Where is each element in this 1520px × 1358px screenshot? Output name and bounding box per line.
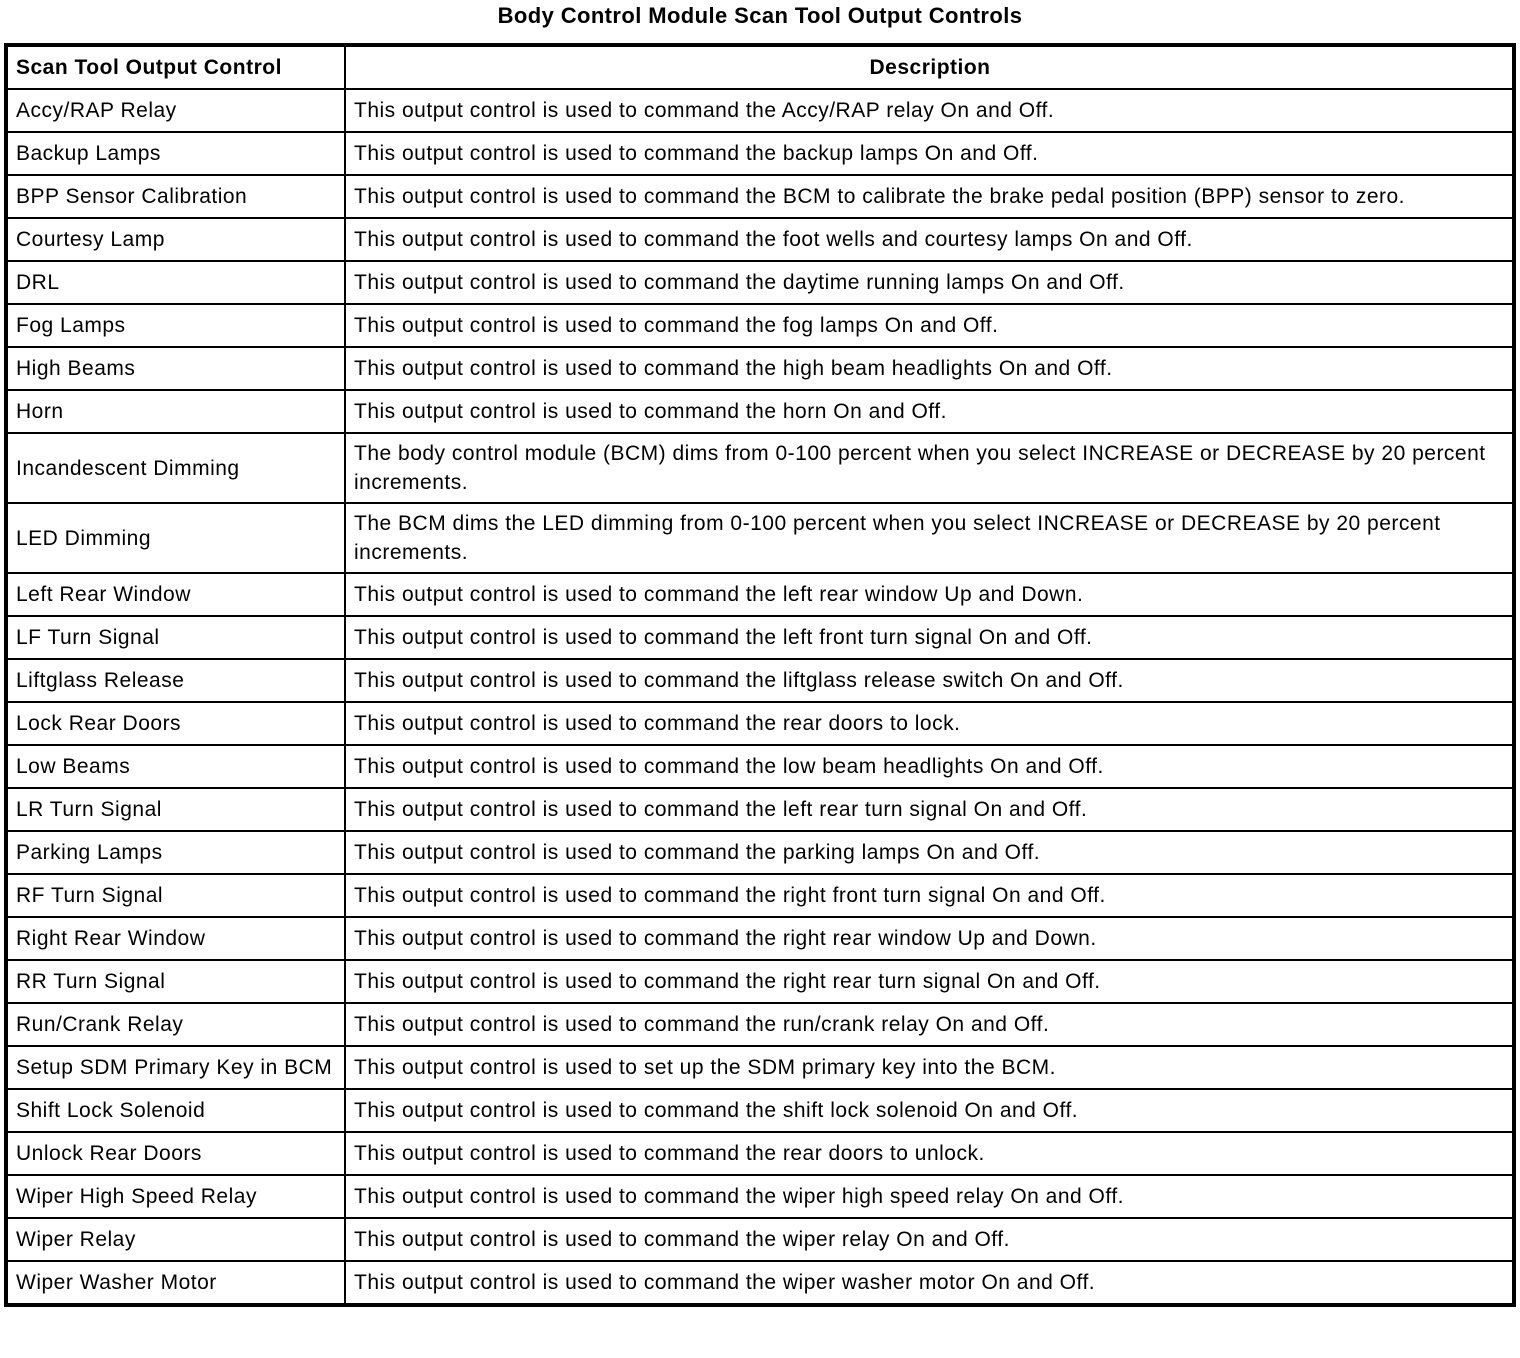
control-name-cell: Courtesy Lamp [6, 218, 345, 261]
control-name-cell: BPP Sensor Calibration [6, 175, 345, 218]
control-description-cell: This output control is used to command the foot wells and courtesy lamps On and Off. [345, 218, 1514, 261]
control-name-cell: Liftglass Release [6, 659, 345, 702]
control-name-cell: Wiper High Speed Relay [6, 1175, 345, 1218]
table-row [6, 1089, 1514, 1132]
control-description-cell: The body control module (BCM) dims from 0-100 percent when you select INCREASE or DECREASE by 20 percent increments. [345, 433, 1514, 503]
control-description-cell: This output control is used to command the wiper high speed relay On and Off. [345, 1175, 1514, 1218]
control-name-cell: Left Rear Window [6, 573, 345, 616]
control-name-cell: Run/Crank Relay [6, 1003, 345, 1046]
table-row [6, 89, 1514, 132]
page-title: Body Control Module Scan Tool Output Controls [497, 3, 1023, 28]
control-name-cell: Right Rear Window [6, 917, 345, 960]
control-description-cell: The BCM dims the LED dimming from 0-100 percent when you select INCREASE or DECREASE by 20 percent increments. [345, 503, 1514, 573]
table-row [6, 1218, 1514, 1261]
table-row [6, 831, 1514, 874]
table-header-row [6, 45, 1514, 89]
control-description-cell: This output control is used to command the Accy/RAP relay On and Off. [345, 89, 1514, 132]
table-row [6, 503, 1514, 573]
table-row [6, 261, 1514, 304]
control-name-cell: Parking Lamps [6, 831, 345, 874]
column-header-scan-tool-output-control: Scan Tool Output Control [6, 45, 345, 89]
control-description-cell: This output control is used to command the left front turn signal On and Off. [345, 616, 1514, 659]
control-name-cell: High Beams [6, 347, 345, 390]
control-name-cell: Accy/RAP Relay [6, 89, 345, 132]
control-description-cell: This output control is used to command the right rear window Up and Down. [345, 917, 1514, 960]
control-name-cell: LED Dimming [6, 503, 345, 573]
control-name-cell: Lock Rear Doors [6, 702, 345, 745]
control-description-cell: This output control is used to command the liftglass release switch On and Off. [345, 659, 1514, 702]
control-name-cell: Unlock Rear Doors [6, 1132, 345, 1175]
table-row [6, 433, 1514, 503]
control-description-cell: This output control is used to command the BCM to calibrate the brake pedal position (BPP) sensor to zero. [345, 175, 1514, 218]
table-row [6, 304, 1514, 347]
table-row [6, 917, 1514, 960]
control-description-cell: This output control is used to command the rear doors to unlock. [345, 1132, 1514, 1175]
table-row [6, 573, 1514, 616]
table-row [6, 1132, 1514, 1175]
control-name-cell: RR Turn Signal [6, 960, 345, 1003]
table-row [6, 218, 1514, 261]
control-name-cell: LR Turn Signal [6, 788, 345, 831]
control-description-cell: This output control is used to command the shift lock solenoid On and Off. [345, 1089, 1514, 1132]
table-row [6, 745, 1514, 788]
control-name-cell: Low Beams [6, 745, 345, 788]
control-description-cell: This output control is used to command the rear doors to lock. [345, 702, 1514, 745]
control-name-cell: Horn [6, 390, 345, 433]
table-row [6, 1175, 1514, 1218]
control-description-cell: This output control is used to command the low beam headlights On and Off. [345, 745, 1514, 788]
control-description-cell: This output control is used to command the left rear window Up and Down. [345, 573, 1514, 616]
table-row [6, 960, 1514, 1003]
control-description-cell: This output control is used to command the run/crank relay On and Off. [345, 1003, 1514, 1046]
control-description-cell: This output control is used to set up the SDM primary key into the BCM. [345, 1046, 1514, 1089]
control-description-cell: This output control is used to command the parking lamps On and Off. [345, 831, 1514, 874]
control-name-cell: Incandescent Dimming [6, 433, 345, 503]
control-description-cell: This output control is used to command the wiper relay On and Off. [345, 1218, 1514, 1261]
table-body [6, 89, 1514, 1305]
control-description-cell: This output control is used to command the high beam headlights On and Off. [345, 347, 1514, 390]
table-row [6, 347, 1514, 390]
table-row [6, 1003, 1514, 1046]
control-description-cell: This output control is used to command the left rear turn signal On and Off. [345, 788, 1514, 831]
table-row [6, 874, 1514, 917]
control-description-cell: This output control is used to command the right rear turn signal On and Off. [345, 960, 1514, 1003]
control-description-cell: This output control is used to command the wiper washer motor On and Off. [345, 1261, 1514, 1305]
control-name-cell: Fog Lamps [6, 304, 345, 347]
control-description-cell: This output control is used to command the daytime running lamps On and Off. [345, 261, 1514, 304]
table-row [6, 390, 1514, 433]
table-row [6, 175, 1514, 218]
column-header-description: Description [345, 45, 1514, 89]
control-name-cell: Shift Lock Solenoid [6, 1089, 345, 1132]
control-description-cell: This output control is used to command the backup lamps On and Off. [345, 132, 1514, 175]
table-row [6, 132, 1514, 175]
table-row [6, 1261, 1514, 1305]
control-name-cell: Wiper Relay [6, 1218, 345, 1261]
control-name-cell: RF Turn Signal [6, 874, 345, 917]
scan-tool-output-controls-table [4, 43, 1516, 1307]
table-row [6, 616, 1514, 659]
table-row [6, 788, 1514, 831]
control-description-cell: This output control is used to command the right front turn signal On and Off. [345, 874, 1514, 917]
control-name-cell: DRL [6, 261, 345, 304]
control-name-cell: Setup SDM Primary Key in BCM [6, 1046, 345, 1089]
control-name-cell: Wiper Washer Motor [6, 1261, 345, 1305]
table-row [6, 702, 1514, 745]
table-row [6, 659, 1514, 702]
control-name-cell: Backup Lamps [6, 132, 345, 175]
control-name-cell: LF Turn Signal [6, 616, 345, 659]
control-description-cell: This output control is used to command the horn On and Off. [345, 390, 1514, 433]
table-row [6, 1046, 1514, 1089]
control-description-cell: This output control is used to command the fog lamps On and Off. [345, 304, 1514, 347]
